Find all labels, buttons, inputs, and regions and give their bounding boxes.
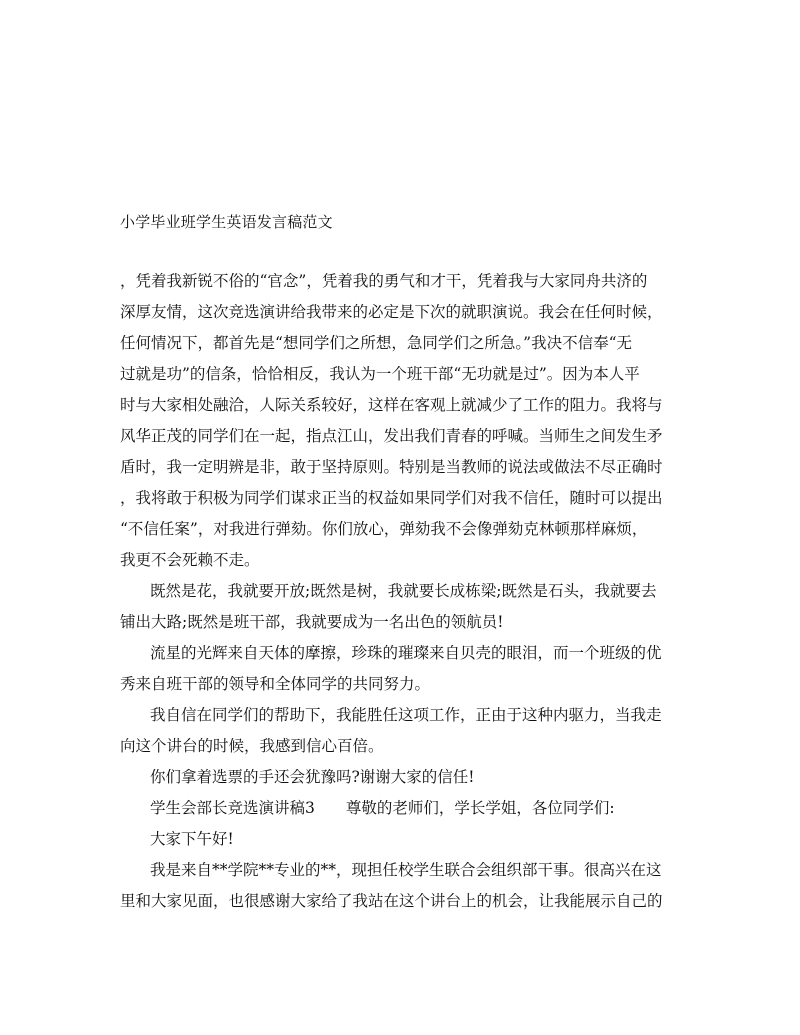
paragraph-line: 盾时，我一定明辨是非，敢于坚持原则。特别是当教师的说法或做法不尽正确时 — [120, 458, 663, 476]
paragraph-line: 时与大家相处融洽，人际关系较好，这样在客观上就减少了工作的阻力。我将与 — [120, 396, 663, 414]
paragraph-line: “不信任案”，对我进行弹劾。你们放心，弹劾我不会像弹劾克林顿那样麻烦， — [120, 520, 648, 538]
paragraph-line: 我是来自**学院**专业的**，现担任校学生联合会组织部干事。很高兴在这 — [150, 861, 662, 879]
paragraph-line: 大家下午好! — [150, 830, 234, 848]
paragraph-line: 深厚友情，这次竞选演讲给我带来的必定是下次的就职演说。我会在任何时候， — [120, 303, 663, 321]
paragraph-line: 铺出大路;既然是班干部，我就要成为一名出色的领航员! — [120, 613, 504, 631]
paragraph-line: 向这个讲台的时候，我感到信心百倍。 — [120, 737, 384, 755]
paragraph-line: 学生会部长竞选演讲稿3 尊敬的老师们，学长学姐，各位同学们: — [150, 799, 615, 817]
document-title: 小学毕业班学生英语发言稿范文 — [120, 213, 333, 231]
paragraph-line: 任何情况下，都首先是“想同学们之所想，急同学们之所急。”我决不信奉“无 — [120, 334, 633, 352]
paragraph-line: 我更不会死赖不走。 — [120, 551, 260, 569]
paragraph-line: ，我将敢于积极为同学们谋求正当的权益如果同学们对我不信任，随时可以提出 — [120, 489, 663, 507]
paragraph-line: 过就是功”的信条，恰恰相反，我认为一个班干部“无功就是过”。因为本人平 — [120, 365, 640, 383]
paragraph-line: 秀来自班干部的领导和全体同学的共同努力。 — [120, 675, 431, 693]
paragraph-line: ，凭着我新锐不俗的“官念”，凭着我的勇气和才干，凭着我与大家同舟共济的 — [120, 272, 648, 290]
paragraph-line: 里和大家见面，也很感谢大家给了我站在这个讲台上的机会，让我能展示自己的 — [120, 892, 663, 910]
paragraph-line: 我自信在同学们的帮助下，我能胜任这项工作，正由于这种内驱力，当我走 — [150, 706, 662, 724]
paragraph-line: 你们拿着选票的手还会犹豫吗?谢谢大家的信任! — [150, 768, 475, 786]
paragraph-line: 风华正茂的同学们在一起，指点江山，发出我们青春的呼喊。当师生之间发生矛 — [120, 427, 663, 445]
paragraph-line: 既然是花，我就要开放;既然是树，我就要长成栋梁;既然是石头，我就要去 — [150, 582, 657, 600]
paragraph-line: 流星的光辉来自天体的摩擦，珍珠的璀璨来自贝壳的眼泪，而一个班级的优 — [150, 644, 662, 662]
